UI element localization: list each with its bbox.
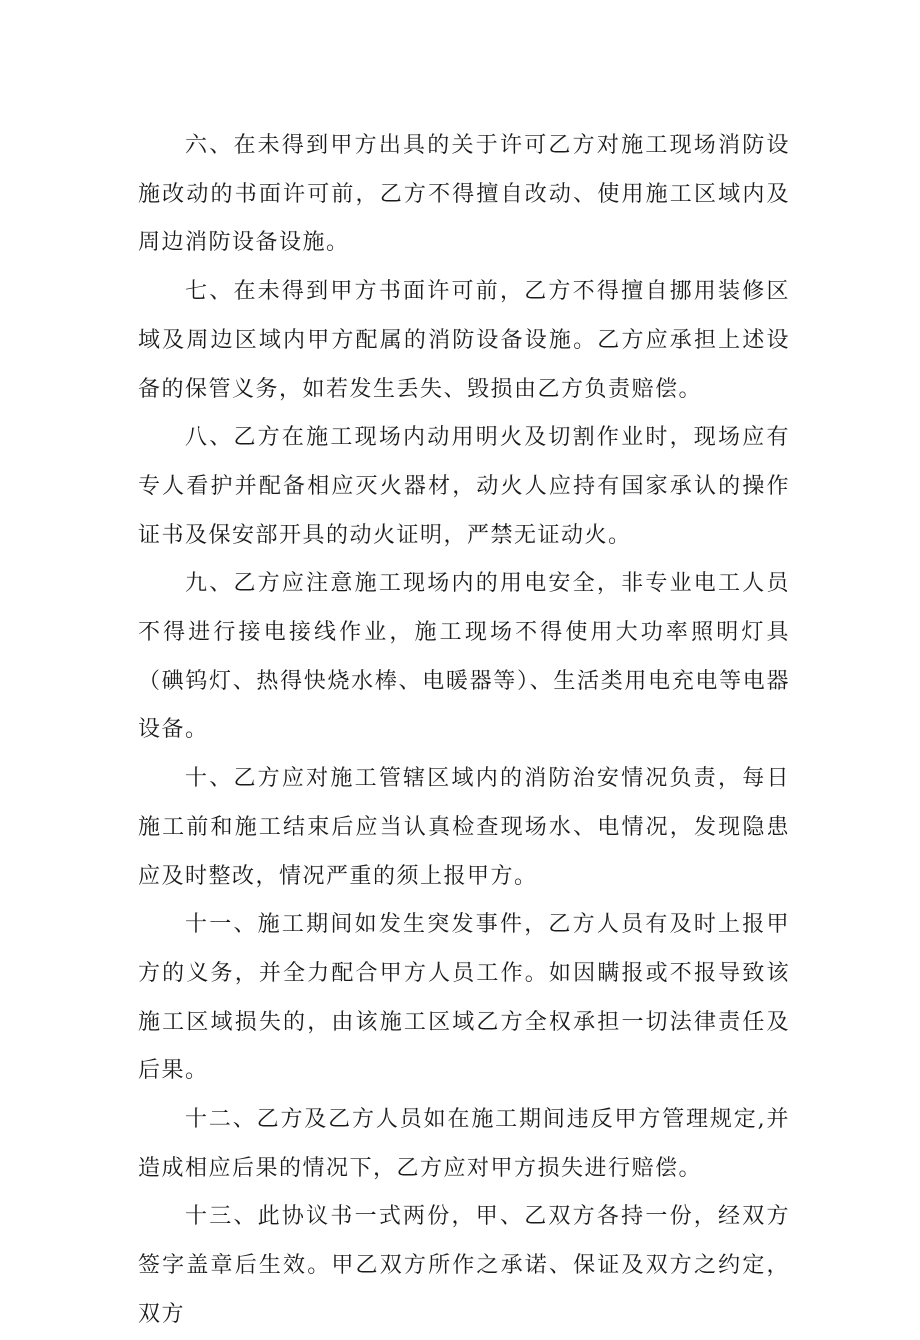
clause-10-paragraph: 十、乙方应对施工管辖区域内的消防治安情况负责，每日施工前和施工结束后应当认真检查现场水、电情况，发现隐患应及时整改，情况严重的须上报甲方。: [138, 766, 790, 889]
clause-11-paragraph: 十一、施工期间如发生突发事件，乙方人员有及时上报甲方的义务，并全力配合甲方人员工作。如因瞒报或不报导致该施工区域损失的，由该施工区域乙方全权承担一切法律责任及后果。: [138, 912, 790, 1084]
clause-8-paragraph: 八、乙方在施工现场内动用明火及切割作业时，现场应有专人看护并配备相应灭火器材，动火人应持有国家承认的操作证书及保安部开具的动火证明，严禁无证动火。: [138, 425, 790, 548]
document-body: [138, 122, 790, 1340]
clause-12-paragraph: 十二、乙方及乙方人员如在施工期间违反甲方管理规定,并造成相应后果的情况下，乙方应对甲方损失进行赔偿。: [138, 1107, 790, 1181]
clause-13-paragraph: 十三、此协议书一式两份，甲、乙双方各持一份，经双方签字盖章后生效。甲乙双方所作之承诺、保证及双方之约定，双方: [138, 1204, 790, 1327]
clause-7-paragraph: 七、在未得到甲方书面许可前，乙方不得擅自挪用装修区域及周边区域内甲方配属的消防设备设施。乙方应承担上述设备的保管义务，如若发生丢失、毁损由乙方负责赔偿。: [138, 279, 790, 402]
clause-9-paragraph: 九、乙方应注意施工现场内的用电安全，非专业电工人员不得进行接电接线作业，施工现场不得使用大功率照明灯具（碘钨灯、热得快烧水棒、电暖器等）、生活类用电充电等电器设备。: [138, 571, 790, 743]
clause-6-paragraph: 六、在未得到甲方出具的关于许可乙方对施工现场消防设施改动的书面许可前，乙方不得擅自改动、使用施工区域内及周边消防设备设施。: [138, 133, 790, 256]
